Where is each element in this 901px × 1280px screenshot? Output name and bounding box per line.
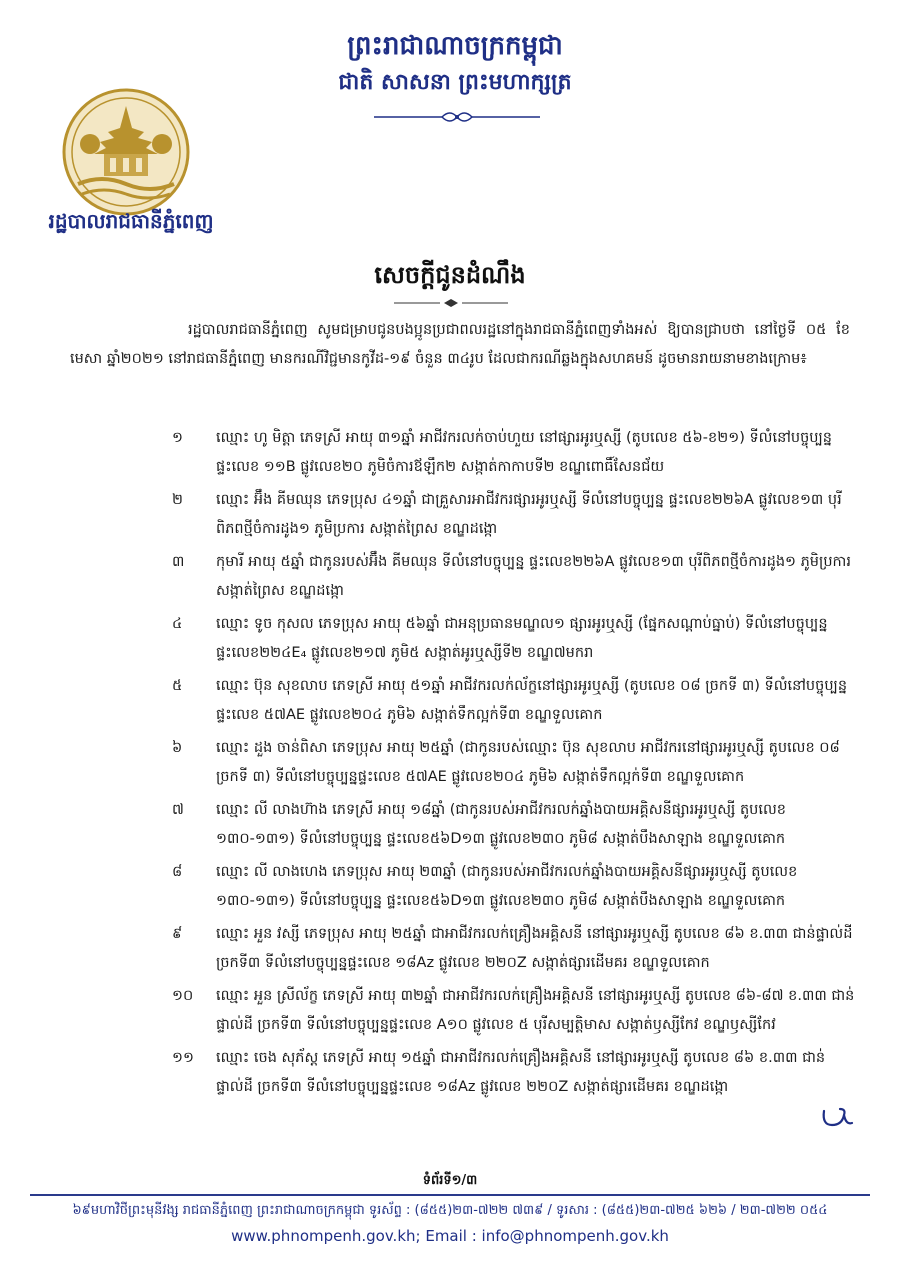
- list-item: [70, 734, 860, 792]
- list-item-text: ឈ្មោះ ប៊ុន សុខលាប ភេទស្រី អាយុ ៥១ឆ្នាំ អាជីវករលក់ល័ក្ខនៅផ្សារអូរឬស្សី (តូបលេខ ០៨ ច្រកទី ៣) ទីលំនៅបច្ចុប្បន្ន ផ្ទះលេខ ៥៧AE ផ្លូវលេខ២០៤ ភូមិ៦ សង្កាត់ទឹកល្អក់ទី៣ ខណ្ឌទួលគោក: [216, 678, 848, 723]
- list-item-text: ឈ្មោះ អួន វស្សី ភេទប្រុស អាយុ ២៥ឆ្នាំ ជាអាជីវករលក់គ្រឿងអគ្គិសនី នៅផ្សារអូរឬស្សី តូបលេខ ៨៦ ខ.៣៣ ជាន់ផ្ទាល់ដី ច្រកទី៣ ទីលំនៅបច្ចុប្បន្នផ្ទះលេខ ១៨Az ផ្លូវលេខ ២២០Z សង្កាត់ផ្សារដើមគរ ខណ្ឌទួលគោក: [216, 926, 853, 971]
- kingdom-title: ព្រះរាជាណាចក្រកម្ពុជា: [347, 31, 563, 61]
- document-title: សេចក្តីជូនដំណឹង: [374, 261, 526, 289]
- list-item-text: ឈ្មោះ អ៊ឹង គីមឈុន ភេទប្រុស ៤១ឆ្នាំ ជាគ្រួសារអាជីវករផ្សារអូរឬស្សី ទីលំនៅបច្ចុប្បន្ន ផ្ទះលេខ២២៦A ផ្លូវលេខ១៣ បុរីពិភពថ្មីចំការដូង១ ភូមិប្រការ សង្កាត់ព្រៃស ខណ្ឌដង្កោ: [216, 492, 842, 537]
- list-item: [70, 1044, 860, 1102]
- list-item-text: ឈ្មោះ ដួង ចាន់ពិសា ភេទប្រុស អាយុ ២៥ឆ្នាំ (ជាកូនរបស់ឈ្មោះ ប៊ុន សុខលាប អាជីវករនៅផ្សារអូរឬស្សី តូបលេខ ០៨ ច្រកទី ៣) ទីលំនៅបច្ចុប្បន្នផ្ទះលេខ ៥៧AE ផ្លូវលេខ២០៤ ភូមិ៦ សង្កាត់ទឹកល្អក់ទី៣ ខណ្ឌទួលគោក: [216, 740, 840, 785]
- city-seal-icon: [62, 88, 190, 216]
- list-item: [70, 982, 860, 1040]
- list-item-number: ៦: [172, 740, 183, 756]
- list-item-number: ១០: [172, 988, 194, 1004]
- handwritten-initial-icon: [820, 1105, 854, 1131]
- list-item-text: ឈ្មោះ ចេង សុភ័ស្ត ភេទស្រី អាយុ ១៥ឆ្នាំ ជាអាជីវករលក់គ្រឿងអគ្គិសនី នៅផ្សារអូរឬស្សី តូបលេខ ៨៦ ខ.៣៣ ជាន់ផ្ទាល់ដី ច្រកទី៣ ទីលំនៅបច្ចុប្បន្នផ្ទះលេខ ១៨Az ផ្លូវលេខ ២២០Z សង្កាត់ផ្សារដើមគរ ខណ្ឌដង្កោ: [216, 1050, 826, 1095]
- list-item-text: កុមារី អាយុ ៥ឆ្នាំ ជាកូនរបស់អ៊ឹង គីមឈុន ទីលំនៅបច្ចុប្បន្ន ផ្ទះលេខ២២៦A ផ្លូវលេខ១៣ បុរីពិភពថ្មីចំការដូង១ ភូមិប្រការ សង្កាត់ព្រៃស ខណ្ឌដង្កោ: [216, 554, 851, 599]
- footer-divider: [30, 1194, 870, 1196]
- national-header: [250, 28, 660, 100]
- list-item-text: ឈ្មោះ ហូ មិត្តា ភេទស្រី អាយុ ៣១ឆ្នាំ អាជីវករលក់ចាប់ហួយ នៅផ្សារអូរឬស្សី (តូបលេខ ៥៦-ខ២១) ទីលំនៅបច្ចុប្បន្ន ផ្ទះលេខ ១១B ផ្លូវលេខ២០ ភូមិចំការឪឡឹក២ សង្កាត់កាកាបទី២ ខណ្ឌពោធិ៍សែនជ័យ: [216, 430, 833, 475]
- list-item-text: ឈ្មោះ ទូច កុសល ភេទប្រុស អាយុ ៥៦ឆ្នាំ ជាអនុប្រធានមណ្ឌល១ ផ្សារអូរឬស្សី (ផ្នែកសណ្តាប់ធ្នាប់) ទីលំនៅបច្ចុប្បន្ន ផ្ទះលេខ២២៤E₄ ផ្លូវលេខ២១៧ ភូមិ៥ សង្កាត់អូរឬស្សីទី២ ខណ្ឌ៧មករា: [216, 616, 828, 661]
- intro-paragraph: រដ្ឋបាលរាជធានីភ្នំពេញ សូមជម្រាបជូនបងប្អូនប្រជាពលរដ្ឋនៅក្នុងរាជធានីភ្នំពេញទាំងអស់ ឱ្យបានជ្រាបថា នៅថ្ងៃទី ០៥ ខែមេសា ឆ្នាំ២០២១ នៅរាជធានីភ្នំពេញ មានករណីវិជ្ជមានកូវីដ-១៩ ចំនួន ៣៤រូប ដែលជាករណីឆ្លងក្នុងសហគមន៍ ដូចមានរាយនាមខាងក្រោម៖: [70, 322, 850, 367]
- list-item-number: ២: [172, 492, 183, 508]
- list-item: [70, 920, 860, 978]
- title-divider-icon: [392, 298, 510, 308]
- list-item: [70, 672, 860, 730]
- list-item-number: ៤: [172, 616, 183, 632]
- list-item: [70, 424, 860, 482]
- list-item: [70, 610, 860, 668]
- page-number: ទំព័រទី១/៣: [422, 1173, 478, 1188]
- footer-address: ៦៩មហាវិថីព្រះមុនីវង្ស រាជធានីភ្នំពេញ ព្រះរាជាណាចក្រកម្ពុជា ទូរស័ព្ទ : (៨៥៥)២៣-៧២២ ៧៣៩ / ទូរសារ : (៨៥៥)២៣-៧២៥ ៦២៦ / ២៣-៧២២ ០៥៤: [72, 1203, 828, 1218]
- list-item-number: ១: [172, 430, 183, 446]
- list-item: [70, 548, 860, 606]
- list-item-text: ឈ្មោះ លី លាងហ៊ាង ភេទស្រី អាយុ ១៨ឆ្នាំ (ជាកូនរបស់អាជីវករលក់ឆ្នាំងបាយអគ្គិសនីផ្សារអូរឬស្សី តូបលេខ ១៣០-១៣១) ទីលំនៅបច្ចុប្បន្ន ផ្ទះលេខ៥៦D១៣ ផ្លូវលេខ២៣០ ភូមិ៨ សង្កាត់បឹងសាឡាង ខណ្ឌទួលគោក: [216, 802, 786, 847]
- list-item-number: ៥: [172, 678, 183, 694]
- list-item-text: ឈ្មោះ អួន ស្រីល័ក្ខ ភេទស្រី អាយុ ៣២ឆ្នាំ ជាអាជីវករលក់គ្រឿងអគ្គិសនី នៅផ្សារអូរឬស្សី តូបលេខ ៨៦-៨៧ ខ.៣៣ ជាន់ផ្ទាល់ដី ច្រកទី៣ ទីលំនៅបច្ចុប្បន្នផ្ទះលេខ A១០ ផ្លូវលេខ ៥ បុរីសម្បត្តិមាស សង្កាត់ឫស្សីកែវ ខណ្ឌឫស្សីកែវ: [216, 988, 855, 1033]
- list-item: [70, 858, 860, 916]
- list-item-number: ៨: [172, 864, 183, 880]
- ornament-divider-icon: [372, 108, 542, 126]
- list-item-number: ៩: [172, 926, 183, 942]
- list-item-number: ៧: [172, 802, 184, 818]
- list-item: [70, 796, 860, 854]
- national-motto: ជាតិ សាសនា ព្រះមហាក្សត្រ: [338, 70, 572, 95]
- list-item-number: ១១: [172, 1050, 194, 1066]
- organization-name: រដ្ឋបាលរាជធានីភ្នំពេញ: [48, 209, 214, 233]
- list-item-number: ៣: [172, 554, 185, 570]
- list-item: [70, 486, 860, 544]
- case-list: [70, 424, 860, 1106]
- footer-contacts: www.phnompenh.gov.kh; Email : info@phnompenh.gov.kh: [231, 1227, 669, 1245]
- list-item-text: ឈ្មោះ លី លាងហេង ភេទប្រុស អាយុ ២៣ឆ្នាំ (ជាកូនរបស់អាជីវករលក់ឆ្នាំងបាយអគ្គិសនីផ្សារអូរឬស្សី តូបលេខ ១៣០-១៣១) ទីលំនៅបច្ចុប្បន្ន ផ្ទះលេខ៥៦D១៣ ផ្លូវលេខ២៣០ ភូមិ៨ សង្កាត់បឹងសាឡាង ខណ្ឌទួលគោក: [216, 864, 798, 909]
